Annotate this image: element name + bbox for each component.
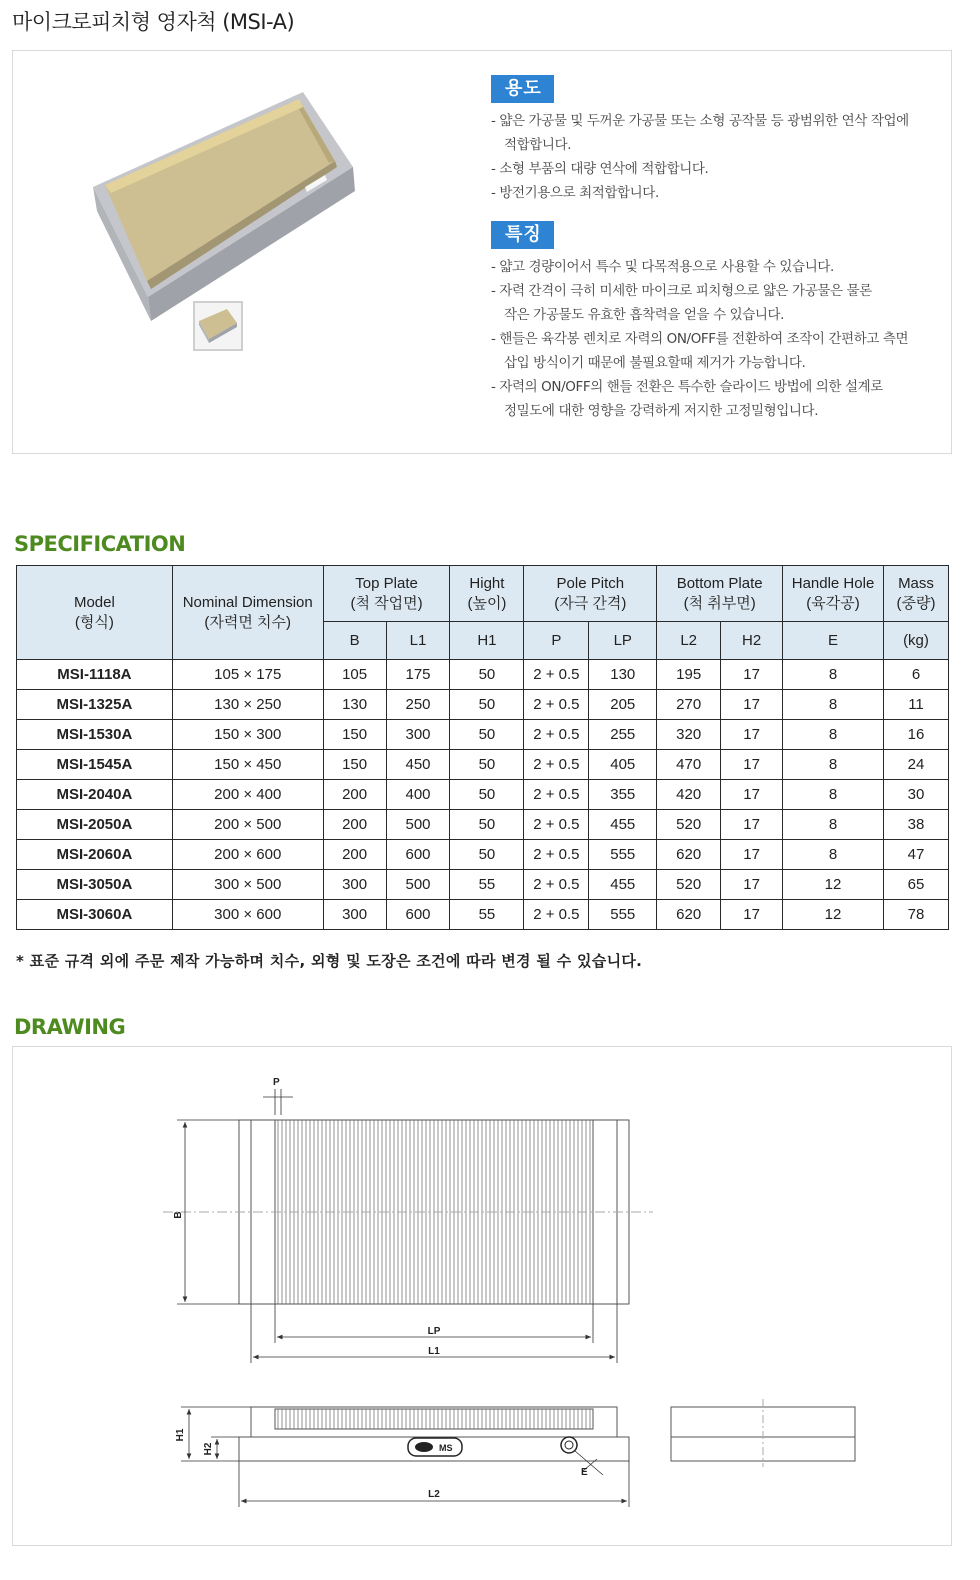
subheader-b: B xyxy=(323,622,386,660)
label-l1: L1 xyxy=(428,1346,440,1357)
label-lp: LP xyxy=(427,1326,441,1337)
header-top-plate: Top Plate (척 작업면) xyxy=(323,566,450,622)
table-cell: 150 xyxy=(323,750,386,780)
subheader-kg: (kg) xyxy=(883,622,948,660)
table-cell: MSI-1118A xyxy=(17,660,173,690)
table-cell: MSI-1530A xyxy=(17,720,173,750)
header-bottom-plate: Bottom Plate (척 취부면) xyxy=(657,566,783,622)
list-item: - 얇고 경량이어서 특수 및 다목적용으로 사용할 수 있습니다. xyxy=(491,259,834,275)
table-cell: 300 × 600 xyxy=(172,900,323,930)
usage-badge: 용도 xyxy=(491,75,554,103)
product-thumbnail[interactable] xyxy=(193,301,243,351)
table-cell: 320 xyxy=(657,720,721,750)
features-badge: 특징 xyxy=(491,221,554,249)
table-cell: 2 + 0.5 xyxy=(524,840,589,870)
table-cell: 8 xyxy=(783,840,884,870)
table-row xyxy=(17,750,949,780)
table-cell: 600 xyxy=(386,900,450,930)
product-info xyxy=(491,75,941,423)
table-cell: 2 + 0.5 xyxy=(524,900,589,930)
list-item: - 얇은 가공물 및 두꺼운 가공물 또는 소형 공작물 등 광범위한 연삭 작업에 적합합니다. xyxy=(491,113,909,153)
table-cell: 250 xyxy=(386,690,450,720)
technical-drawing xyxy=(12,1046,952,1546)
table-cell: 300 xyxy=(323,900,386,930)
table-cell: 200 × 600 xyxy=(172,840,323,870)
table-cell: 11 xyxy=(883,690,948,720)
table-cell: 150 xyxy=(323,720,386,750)
header-model: Model (형식) xyxy=(17,566,173,660)
table-cell: MSI-1325A xyxy=(17,690,173,720)
label-e: E xyxy=(581,1467,588,1478)
list-item: - 자력 간격이 극히 미세한 마이크로 피치형으로 얇은 가공물은 물론 작은 가공물도 유효한 흡착력을 얻을 수 있습니다. xyxy=(491,283,872,323)
table-cell: 105 xyxy=(323,660,386,690)
table-cell: 50 xyxy=(450,840,524,870)
table-cell: MSI-1545A xyxy=(17,750,173,780)
dim-p xyxy=(263,1089,293,1115)
table-cell: 270 xyxy=(657,690,721,720)
table-cell: 555 xyxy=(589,900,657,930)
header-hight: Hight (높이) xyxy=(450,566,524,622)
table-cell: 2 + 0.5 xyxy=(524,870,589,900)
table-cell: 38 xyxy=(883,810,948,840)
table-cell: 450 xyxy=(386,750,450,780)
table-cell: 8 xyxy=(783,660,884,690)
table-cell: 2 + 0.5 xyxy=(524,750,589,780)
table-cell: 17 xyxy=(721,900,783,930)
table-cell: 55 xyxy=(450,900,524,930)
table-cell: 355 xyxy=(589,780,657,810)
table-cell: 17 xyxy=(721,840,783,870)
front-view xyxy=(239,1407,629,1461)
table-cell: 78 xyxy=(883,900,948,930)
table-cell: 600 xyxy=(386,840,450,870)
table-cell: 620 xyxy=(657,900,721,930)
table-cell: 6 xyxy=(883,660,948,690)
table-cell: 520 xyxy=(657,870,721,900)
table-cell: 195 xyxy=(657,660,721,690)
header-mass: Mass (중량) xyxy=(883,566,948,622)
table-cell: 300 xyxy=(323,870,386,900)
table-cell: 150 × 300 xyxy=(172,720,323,750)
table-cell: 50 xyxy=(450,750,524,780)
label-h1: H1 xyxy=(175,1428,186,1442)
table-cell: 130 xyxy=(323,690,386,720)
table-cell: 2 + 0.5 xyxy=(524,810,589,840)
product-image xyxy=(73,67,373,327)
table-cell: 47 xyxy=(883,840,948,870)
table-cell: 50 xyxy=(450,690,524,720)
table-cell: 300 × 500 xyxy=(172,870,323,900)
table-cell: 150 × 450 xyxy=(172,750,323,780)
table-cell: MSI-3050A xyxy=(17,870,173,900)
table-cell: 50 xyxy=(450,720,524,750)
table-cell: 400 xyxy=(386,780,450,810)
subheader-h1: H1 xyxy=(450,622,524,660)
subheader-e: E xyxy=(783,622,884,660)
table-cell: 50 xyxy=(450,780,524,810)
drawing-heading: DRAWING xyxy=(14,1015,126,1039)
table-cell: 300 xyxy=(386,720,450,750)
table-cell: 175 xyxy=(386,660,450,690)
table-cell: MSI-2040A xyxy=(17,780,173,810)
table-cell: 55 xyxy=(450,870,524,900)
label-p: P xyxy=(273,1077,280,1088)
table-cell: 30 xyxy=(883,780,948,810)
dim-l2 xyxy=(239,1461,629,1507)
header-nominal: Nominal Dimension (자력면 치수) xyxy=(172,566,323,660)
list-item: - 핸들은 육각봉 렌치로 자력의 ON/OFF를 전환하여 조작이 간편하고 측면 삽입 방식이기 때문에 불필요할때 제거가 가능합니다. xyxy=(491,331,909,371)
table-cell: MSI-2050A xyxy=(17,810,173,840)
table-cell: 2 + 0.5 xyxy=(524,780,589,810)
table-cell: 255 xyxy=(589,720,657,750)
subheader-l1: L1 xyxy=(386,622,450,660)
table-cell: 65 xyxy=(883,870,948,900)
table-cell: 500 xyxy=(386,810,450,840)
table-cell: 555 xyxy=(589,840,657,870)
table-cell: 24 xyxy=(883,750,948,780)
table-cell: 205 xyxy=(589,690,657,720)
label-logo: MS xyxy=(439,1443,453,1453)
features-list xyxy=(491,255,941,423)
table-cell: 50 xyxy=(450,660,524,690)
table-cell: 8 xyxy=(783,780,884,810)
subheader-p: P xyxy=(524,622,589,660)
list-item: - 자력의 ON/OFF의 핸들 전환은 특수한 슬라이드 방법에 의한 설계로 정밀도에 대한 영향을 강력하게 저지한 고정밀형입니다. xyxy=(491,379,883,419)
list-item: - 소형 부품의 대량 연삭에 적합합니다. xyxy=(491,161,709,177)
table-cell: 12 xyxy=(783,870,884,900)
table-cell: 200 xyxy=(323,780,386,810)
product-overview xyxy=(12,50,952,454)
table-cell: 17 xyxy=(721,810,783,840)
table-cell: 455 xyxy=(589,810,657,840)
table-row xyxy=(17,660,949,690)
table-cell: 8 xyxy=(783,810,884,840)
subheader-h2: H2 xyxy=(721,622,783,660)
table-cell: 405 xyxy=(589,750,657,780)
table-cell: 2 + 0.5 xyxy=(524,690,589,720)
table-cell: 620 xyxy=(657,840,721,870)
top-view xyxy=(163,1120,653,1304)
table-cell: 105 × 175 xyxy=(172,660,323,690)
table-cell: 16 xyxy=(883,720,948,750)
table-row xyxy=(17,900,949,930)
table-cell: 520 xyxy=(657,810,721,840)
table-cell: 200 xyxy=(323,840,386,870)
header-pole-pitch: Pole Pitch (자극 간격) xyxy=(524,566,657,622)
table-cell: 17 xyxy=(721,720,783,750)
table-cell: 17 xyxy=(721,870,783,900)
table-row xyxy=(17,690,949,720)
table-cell: 200 × 400 xyxy=(172,780,323,810)
table-cell: 17 xyxy=(721,690,783,720)
table-cell: 130 xyxy=(589,660,657,690)
table-row xyxy=(17,840,949,870)
label-l2: L2 xyxy=(428,1489,440,1500)
specification-table xyxy=(16,565,949,930)
side-view xyxy=(671,1399,855,1467)
table-cell: 500 xyxy=(386,870,450,900)
table-cell: 420 xyxy=(657,780,721,810)
table-row xyxy=(17,870,949,900)
table-cell: 8 xyxy=(783,690,884,720)
table-cell: MSI-2060A xyxy=(17,840,173,870)
subheader-l2: L2 xyxy=(657,622,721,660)
list-item: - 방전기용으로 최적합합니다. xyxy=(491,185,659,201)
usage-list xyxy=(491,109,941,205)
specification-heading: SPECIFICATION xyxy=(14,532,186,556)
spec-note: * 표준 규격 외에 주문 제작 가능하며 치수, 외형 및 도장은 조건에 따라 변경 될 수 있습니다. xyxy=(16,952,643,970)
table-cell: 17 xyxy=(721,780,783,810)
table-cell: 50 xyxy=(450,810,524,840)
table-cell: 200 × 500 xyxy=(172,810,323,840)
table-cell: 200 xyxy=(323,810,386,840)
table-row xyxy=(17,720,949,750)
header-handle-hole: Handle Hole (육각공) xyxy=(783,566,884,622)
table-cell: 17 xyxy=(721,660,783,690)
table-cell: 17 xyxy=(721,750,783,780)
table-cell: 8 xyxy=(783,750,884,780)
subheader-lp: LP xyxy=(589,622,657,660)
table-cell: 455 xyxy=(589,870,657,900)
table-cell: MSI-3060A xyxy=(17,900,173,930)
table-cell: 130 × 250 xyxy=(172,690,323,720)
dim-lp xyxy=(275,1304,593,1343)
table-cell: 470 xyxy=(657,750,721,780)
label-h2: H2 xyxy=(203,1442,214,1456)
label-b: B xyxy=(173,1211,184,1219)
table-cell: 12 xyxy=(783,900,884,930)
table-cell: 2 + 0.5 xyxy=(524,720,589,750)
page-title: 마이크로피치형 영자척 (MSI-A) xyxy=(12,10,295,34)
table-cell: 2 + 0.5 xyxy=(524,660,589,690)
table-cell: 8 xyxy=(783,720,884,750)
table-row xyxy=(17,810,949,840)
table-row xyxy=(17,780,949,810)
